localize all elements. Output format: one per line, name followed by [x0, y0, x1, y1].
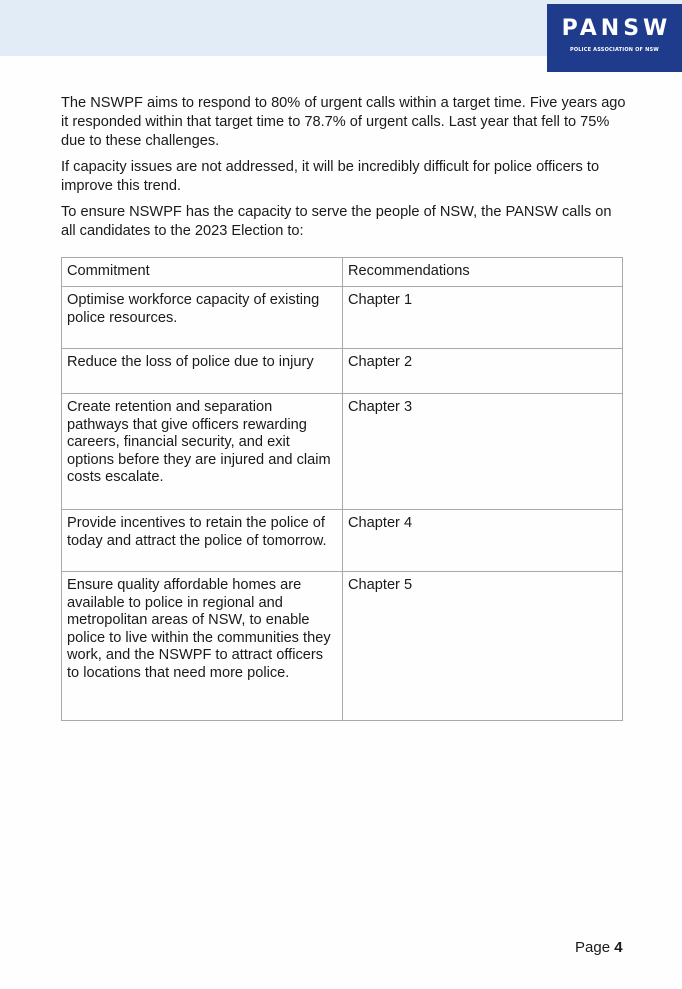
body-text [61, 94, 626, 248]
pansw-logo [547, 4, 682, 72]
recommendation-cell: Chapter 1 [343, 287, 623, 349]
page-number [575, 939, 623, 956]
logo-subtitle: POLICE ASSOCIATION OF NSW [569, 47, 660, 53]
recommendation-cell: Chapter 2 [343, 349, 623, 394]
table-row [62, 510, 623, 572]
header-commitment: Commitment [62, 258, 343, 287]
paragraph-call-to-candidates: To ensure NSWPF has the capacity to serve the people of NSW, the PANSW calls on all candidates to the 2023 Election to: [61, 204, 612, 239]
paragraph-capacity-issues: If capacity issues are not addressed, it will be incredibly difficult for police officers to improve this trend. [61, 159, 600, 194]
commitment-cell: Ensure quality affordable homes are available to police in regional and metropolitan areas of NSW, to enable police to live within the communities they work, and the NSWPF to attract officers to locations that need more police. [62, 572, 343, 721]
recommendation-cell: Chapter 3 [343, 394, 623, 510]
commitment-cell: Create retention and separation pathways that give officers rewarding careers, financial security, and exit options before they are injured and claim costs escalate. [62, 394, 343, 510]
paragraph-response-times: The NSWPF aims to respond to 80% of urgent calls within a target time. Five years ago it responded within that target time to 78.7% of urgent calls. Last year that fell to 75% due to these challenges. [61, 95, 626, 149]
page-number-value: 4 [614, 939, 623, 956]
commitments-table [61, 257, 623, 721]
logo-title: PANSW [561, 16, 672, 41]
commitment-cell: Provide incentives to retain the police of today and attract the police of tomorrow. [62, 510, 343, 572]
table-row [62, 572, 623, 721]
commitment-cell: Optimise workforce capacity of existing police resources. [62, 287, 343, 349]
commitment-cell: Reduce the loss of police due to injury [62, 349, 343, 394]
recommendation-cell: Chapter 5 [343, 572, 623, 721]
table-header-row [62, 258, 623, 287]
table-row [62, 394, 623, 510]
page-label: Page [575, 939, 611, 956]
table-row [62, 287, 623, 349]
table-row [62, 349, 623, 394]
recommendation-cell: Chapter 4 [343, 510, 623, 572]
header-recommendations: Recommendations [343, 258, 623, 287]
